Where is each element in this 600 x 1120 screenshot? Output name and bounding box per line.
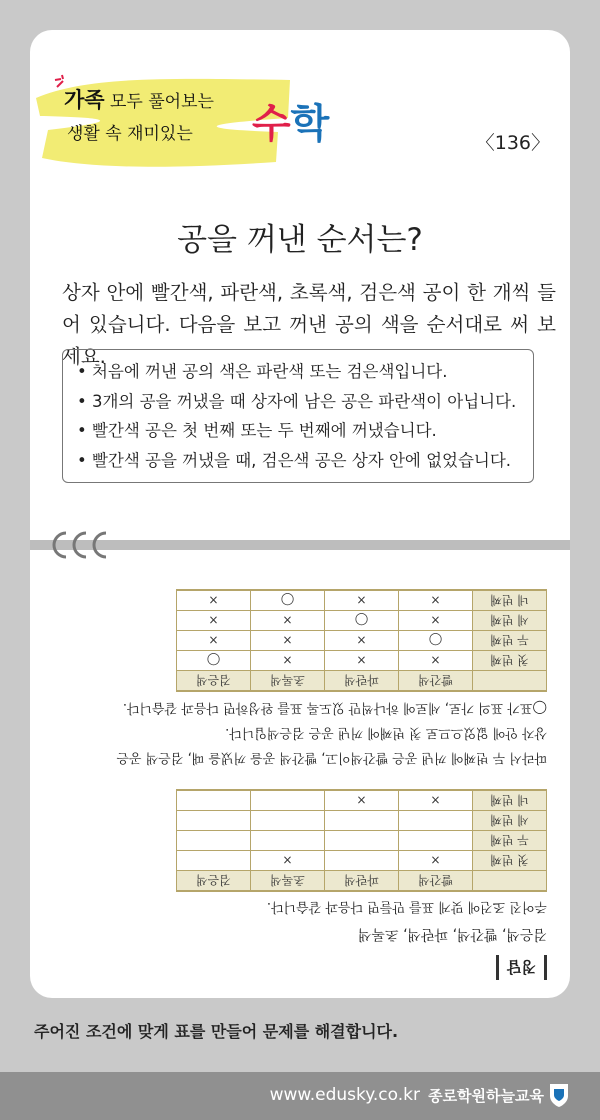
table-cell: × xyxy=(251,851,325,871)
table-cell xyxy=(177,790,251,811)
table-cell xyxy=(399,811,473,831)
table-cell xyxy=(177,811,251,831)
table-cell xyxy=(177,831,251,851)
upside-down-answer xyxy=(30,580,570,980)
table-cell: × xyxy=(399,790,473,811)
row-label: 세 번째 xyxy=(473,611,547,631)
table-header-cell: 빨간색 xyxy=(399,871,473,892)
table-header-cell xyxy=(473,671,547,692)
table-header-cell xyxy=(473,871,547,892)
table-header-cell: 검은색 xyxy=(177,671,251,692)
answer-table-1 xyxy=(176,789,547,892)
table-cell xyxy=(399,831,473,851)
answer-label: 정답 xyxy=(496,955,547,980)
table-cell: × xyxy=(399,651,473,671)
table-cell: × xyxy=(325,631,399,651)
publisher-logo-icon xyxy=(548,1082,570,1108)
conditions-box xyxy=(62,349,534,483)
table-cell: × xyxy=(399,611,473,631)
table-header-cell: 빨간색 xyxy=(399,671,473,692)
row-label: 네 번째 xyxy=(473,790,547,811)
condition-item: • 빨간색 공은 첫 번째 또는 두 번째에 꺼냈습니다. xyxy=(77,416,533,446)
table-cell: × xyxy=(251,611,325,631)
answer-explanation: 따라서 두 번째에 꺼낸 공은 빨간색이고, 빨간색 공을 꺼냈을 때, 검은색 공은 xyxy=(116,750,547,765)
brand-subject: 수학 xyxy=(252,101,330,147)
row-label: 첫 번째 xyxy=(473,651,547,671)
solution-hint: 주어진 조건에 맞게 표를 만들어 문제를 해결합니다. xyxy=(34,1022,399,1041)
table-cell xyxy=(251,790,325,811)
brand-line-2: 생활 속 재미있는 xyxy=(67,124,193,144)
table-cell: × xyxy=(177,590,251,611)
row-label: 네 번째 xyxy=(473,590,547,611)
question-text: 상자 안에 빨간색, 파란색, 초록색, 검은색 공이 한 개씩 들어 있습니다. 다음을 보고 꺼낸 공의 색을 순서대로 써 보세요. xyxy=(62,281,556,368)
table-cell xyxy=(325,811,399,831)
table-header-cell: 초록색 xyxy=(251,671,325,692)
table-header-cell: 검은색 xyxy=(177,871,251,892)
table-cell: × xyxy=(325,651,399,671)
table-cell: × xyxy=(325,790,399,811)
problem-title: 공을 꺼낸 순서는? xyxy=(177,222,423,258)
problem-number: 〈136〉 xyxy=(475,132,550,154)
answer-explanation: 상자 안에 없었으므로 첫 번째에 꺼낸 공은 검은색입니다. xyxy=(225,725,547,740)
publisher-name: 종로학원하늘교육 xyxy=(428,1087,544,1105)
table-cell: × xyxy=(251,631,325,651)
binder-rings-icon xyxy=(50,527,120,563)
table-cell: × xyxy=(177,631,251,651)
table-cell: × xyxy=(325,590,399,611)
row-label: 첫 번째 xyxy=(473,851,547,871)
answer-explanation: 주어진 조건에 맞게 표를 만들면 다음과 같습니다. xyxy=(266,899,547,914)
condition-item: • 3개의 공을 꺼냈을 때 상자에 남은 공은 파란색이 아닙니다. xyxy=(77,387,533,417)
table-cell xyxy=(251,811,325,831)
table-header-cell: 파란색 xyxy=(325,871,399,892)
table-cell: × xyxy=(399,851,473,871)
answer-table-2 xyxy=(176,589,547,692)
table-cell xyxy=(325,831,399,851)
answer-colors: 검은색, 빨간색, 파란색, 초록색 xyxy=(358,926,547,942)
table-cell: ◯ xyxy=(325,611,399,631)
table-header-cell: 초록색 xyxy=(251,871,325,892)
bottom-bar xyxy=(0,1072,600,1120)
condition-item: • 빨간색 공을 꺼냈을 때, 검은색 공은 상자 안에 없었습니다. xyxy=(77,446,533,476)
row-label: 두 번째 xyxy=(473,631,547,651)
table-cell: × xyxy=(251,651,325,671)
table-cell xyxy=(251,831,325,851)
table-cell: ◯ xyxy=(251,590,325,611)
website-link[interactable]: www.edusky.co.kr xyxy=(269,1085,420,1105)
table-cell: ◯ xyxy=(399,631,473,651)
table-cell xyxy=(177,851,251,871)
table-header-cell: 파란색 xyxy=(325,671,399,692)
table-cell xyxy=(325,851,399,871)
answer-explanation: ◯표가 표의 가로, 세로에 하나씩만 있도록 표를 완성하면 다음과 같습니다. xyxy=(122,700,547,715)
table-cell: × xyxy=(177,611,251,631)
table-cell: × xyxy=(399,590,473,611)
row-label: 세 번째 xyxy=(473,811,547,831)
condition-item: • 처음에 꺼낸 공의 색은 파란색 또는 검은색입니다. xyxy=(77,357,533,387)
table-cell: ◯ xyxy=(177,651,251,671)
brand-line-1: 가족 모두 풀어보는 xyxy=(64,88,214,112)
row-label: 두 번째 xyxy=(473,831,547,851)
